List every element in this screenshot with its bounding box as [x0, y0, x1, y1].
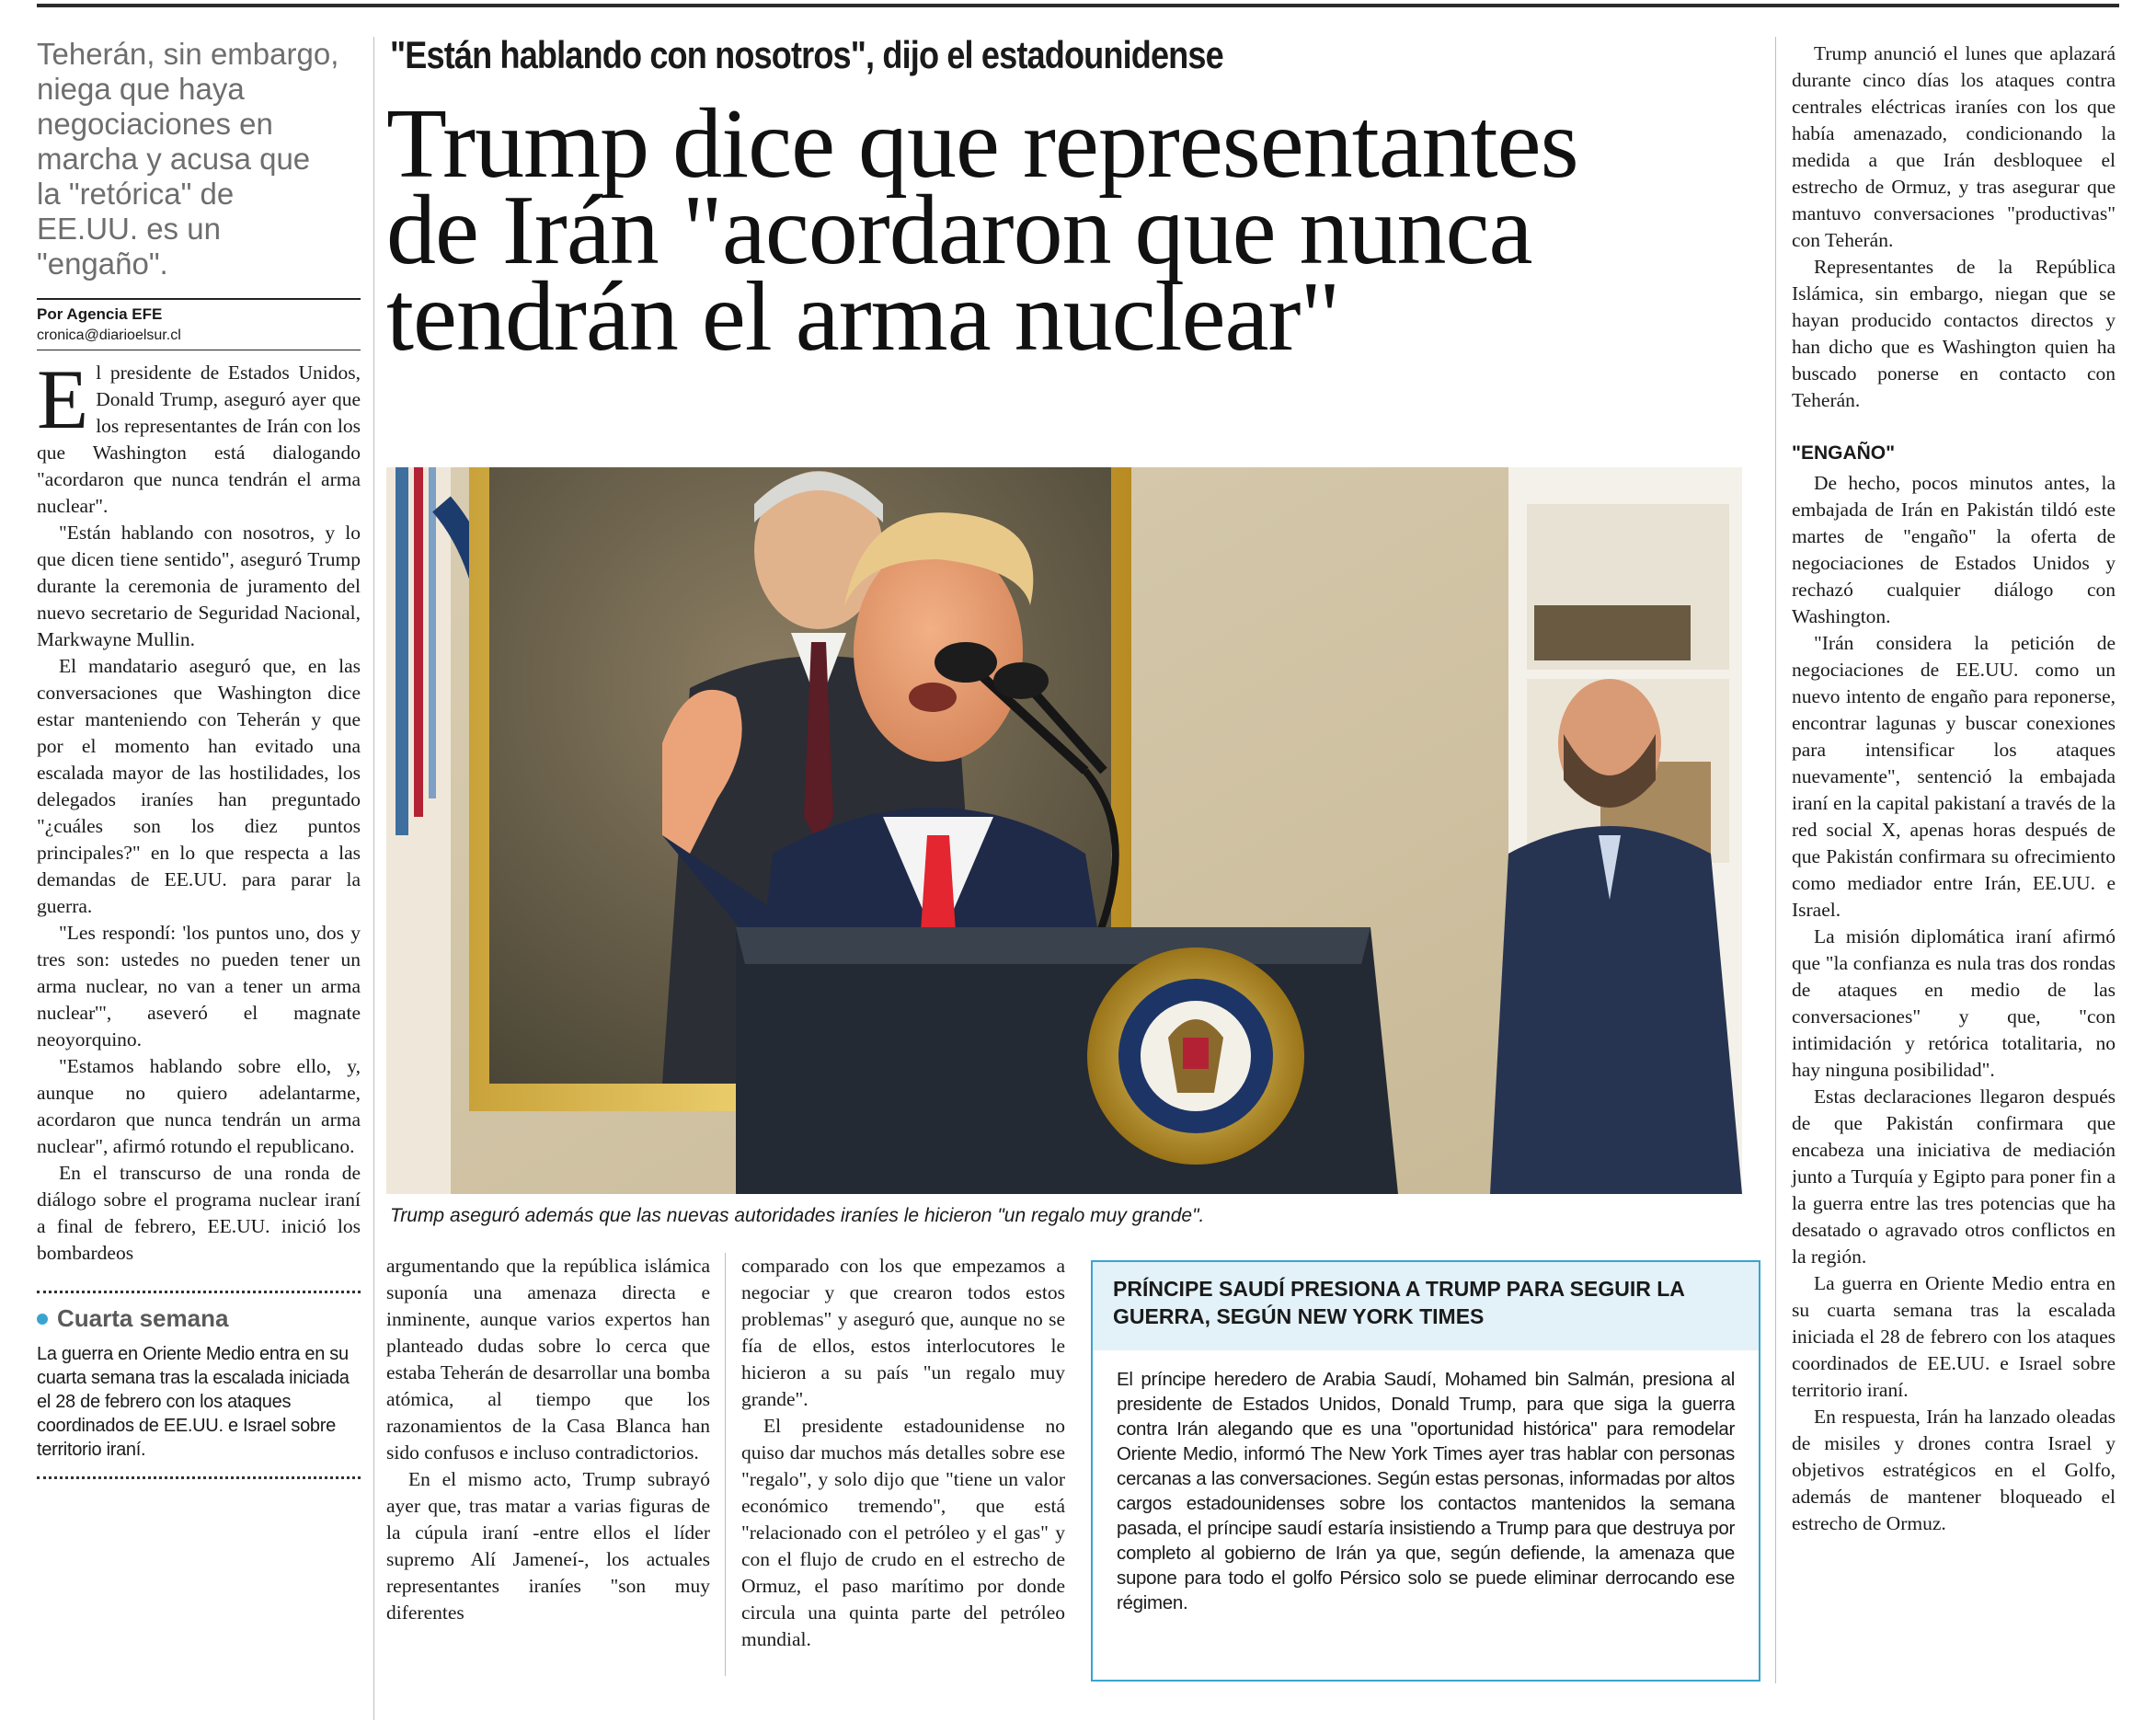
news-photo — [386, 467, 1742, 1194]
article-paragraph: "Estamos hablando sobre ello, y, aunque no quiero adelantarme, acordaron que nunca tendrán un arma nuclear", afirmó rotundo el republicano. — [37, 1055, 361, 1157]
boxed-story — [1091, 1260, 1760, 1682]
sidebar-divider — [37, 1291, 361, 1293]
photo-caption: Trump aseguró además que las nuevas autoridades iraníes le hicieron "un regalo muy grande". — [390, 1205, 1205, 1226]
box-body: El príncipe heredero de Arabia Saudí, Mohamed bin Salmán, presiona al presidente de Estados Unidos, Donald Trump, para que siga la guerra contra Irán alegando que es una "oportunidad histórica" para remodelar Oriente Medio, informó The New York Times ayer tras hablar con personas cercanas a las conversaciones. Según estas personas, informadas por altos cargos estadounidenses sobre los contactos mantenidos la semana pasada, el príncipe saudí estaría insistiendo a Trump para que destruya por completo al gobierno de Irán ya que, según defiende, la amenaza que supone para todo el golfo Pérsico solo se puede eliminar derrocando ese régimen. — [1117, 1369, 1735, 1613]
article-paragraph: "Irán considera la petición de negociaciones de EE.UU. como un nuevo intento de engaño para reponerse, encontrar lagunas y buscar conexiones para intensificar los ataques nuevamente", sentenció la embajada iraní en la capital pakistaní a través de la red social X, apenas horas después de que Pakistán confirmara su ofrecimiento como mediador entre Irán, EE.UU. e Israel. — [1792, 632, 2116, 921]
article-paragraph: "Están hablando con nosotros, y lo que dicen tiene sentido", aseguró Trump durante la ceremonia de juramento del nuevo secretario de Seguridad Nacional, Markwayne Mullin. — [37, 522, 361, 650]
column-rule — [373, 37, 374, 1720]
article-paragraph: La guerra en Oriente Medio entra en su cuarta semana tras la escalada iniciada el 28 de febrero con los ataques coordinados de EE.UU. e Israel sobre territorio iraní. — [1792, 1272, 2116, 1401]
article-paragraph: Estas declaraciones llegaron después de que Pakistán confirmara que encabeza una iniciativa de mediación junto a Turquía y Egipto para poner fin a la guerra entre las tres potencias que ha desatado o agravado otros conflictos en la región. — [1792, 1085, 2116, 1268]
article-paragraph: La misión diplomática iraní afirmó que "la confianza es nula tras dos rondas de ataques en medio de las conversaciones" y que, "con intimidación y retórica totalitaria, no hay ninguna posibilidad". — [1792, 925, 2116, 1081]
left-column — [37, 37, 361, 1720]
article-paragraph: comparado con los que empezamos a negociar y que crearon todos estos problemas" y aseguró que, aunque no se fía de ellos, estos interlocutores le hicieron a su país "un regalo muy grande". — [741, 1255, 1065, 1410]
article-body-col2 — [386, 1253, 710, 1626]
headline-line: tendrán el arma nuclear" — [386, 262, 1340, 372]
deck-line: Teherán, sin embargo, — [37, 37, 339, 71]
article-paragraph: Trump anunció el lunes que aplazará durante cinco días los ataques contra centrales eléctricas iraníes con los que había amenazado, condicionando la medida a que Irán desbloquee el estrecho de Ormuz, y tras asegurar que mantuvo conversaciones "productivas" con Teherán. — [1792, 42, 2116, 251]
article-paragraph: En respuesta, Irán ha lanzado oleadas de misiles y drones contra Israel y objetivos estratégicos en el Golfo, además de mantener bloqueado el estrecho de Ormuz. — [1792, 1406, 2116, 1534]
photo-illustration — [386, 467, 1742, 1194]
deck-line: niega que haya — [37, 72, 245, 106]
bullet-icon — [37, 1314, 48, 1325]
article-paragraph: argumentando que la república islámica suponía una amenaza directa e inminente, aunque varios expertos han planteado dudas sobre lo cerca que estaba Teherán de desarrollar una bomba atómica, al tiempo que los razonamientos de la Casa Blanca han sido confusos e incluso contradictorios. — [386, 1255, 710, 1464]
article-paragraph: En el transcurso de una ronda de diálogo sobre el programa nuclear iraní a final de febrero, EE.UU. inició los bombardeos — [37, 1162, 361, 1264]
article-body-col3 — [741, 1253, 1065, 1653]
headline-line: Trump dice que representantes — [386, 89, 1578, 199]
deck-line: "engaño". — [37, 247, 168, 281]
byline-email: cronica@diarioelsur.cl — [37, 327, 361, 350]
right-column — [1792, 40, 2116, 1537]
article-body-col1 — [37, 352, 361, 1267]
article-paragraph: "Les respondí: 'los puntos uno, dos y tres son: ustedes no pueden tener un arma nuclear, no van a tener un arma nuclear'", aseveró el magnate neoyorquino. — [37, 922, 361, 1050]
article-paragraph: En el mismo acto, Trump subrayó ayer que, tras matar a varias figuras de la cúpula iraní -entre ellos el líder supremo Alí Jameneí-, los actuales representantes iraníes "son muy diferentes — [386, 1468, 710, 1624]
sidebar-divider-bottom — [37, 1476, 361, 1479]
article-paragraph: El presidente estadounidense no quiso dar muchos más detalles sobre ese "regalo", y solo dijo que "tiene un valor económico tremendo", que está "relacionado con el petróleo y el gas" y con el flujo de crudo en el estrecho de Ormuz, el paso marítimo por donde circula una quinta parte del petróleo mundial. — [741, 1415, 1065, 1650]
article-paragraph: Representantes de la República Islámica, sin embargo, niegan que se hayan producido contactos directos y han dicho que es Washington quien ha buscado ponerse en contacto con Teherán. — [1792, 256, 2116, 411]
lead-text: l presidente de Estados Unidos, Donald Trump, aseguró ayer que los representantes de Irán con los que Washington está dialogando "acordaron que nunca tendrán el arma nuclear". — [37, 362, 361, 517]
headline — [386, 89, 1784, 372]
sidebar-text: La guerra en Oriente Medio entra en su cuarta semana tras la escalada iniciada el 28 de febrero con los ataques coordinados de EE.UU. e Israel sobre territorio iraní. — [37, 1344, 350, 1460]
deck-line: EE.UU. es un — [37, 212, 221, 246]
deck-line: la "retórica" de — [37, 177, 235, 211]
lead-paragraph — [37, 352, 361, 520]
article-paragraph: De hecho, pocos minutos antes, la embajada de Irán en Pakistán tildó este martes de "engaño" la oferta de negociaciones de Estados Unidos y rechazó cualquier diálogo con Washington. — [1792, 472, 2116, 627]
kicker: "Están hablando con nosotros", dijo el estadounidense — [390, 33, 1223, 76]
headline-line: de Irán "acordaron que nunca — [386, 176, 1532, 285]
top-rule — [37, 4, 2119, 7]
subhead: "ENGAÑO" — [1792, 442, 1896, 464]
dropcap: E — [37, 352, 89, 446]
deck-line: marcha y acusa que — [37, 142, 311, 176]
byline — [37, 298, 361, 350]
column-rule — [725, 1253, 726, 1676]
sidebar-title-text: Cuarta semana — [57, 1304, 229, 1332]
deck-line: negociaciones en — [37, 107, 273, 141]
article-paragraph: El mandatario aseguró que, en las conversaciones que Washington dice estar manteniendo con Teherán y que por el momento han evitado una escalada mayor de las hostilidades, los delegados iraníes han preguntado "¿cuáles son los diez puntos principales?" en lo que respecta a las demandas de EE.UU. para parar la guerra. — [37, 655, 361, 917]
byline-agency: Por Agencia EFE — [37, 305, 163, 323]
deck — [37, 37, 361, 281]
box-title: PRÍNCIPE SAUDÍ PRESIONA A TRUMP PARA SEGUIR LA GUERRA, SEGÚN NEW YORK TIMES — [1093, 1262, 1759, 1350]
sidebar-title — [37, 1304, 361, 1333]
